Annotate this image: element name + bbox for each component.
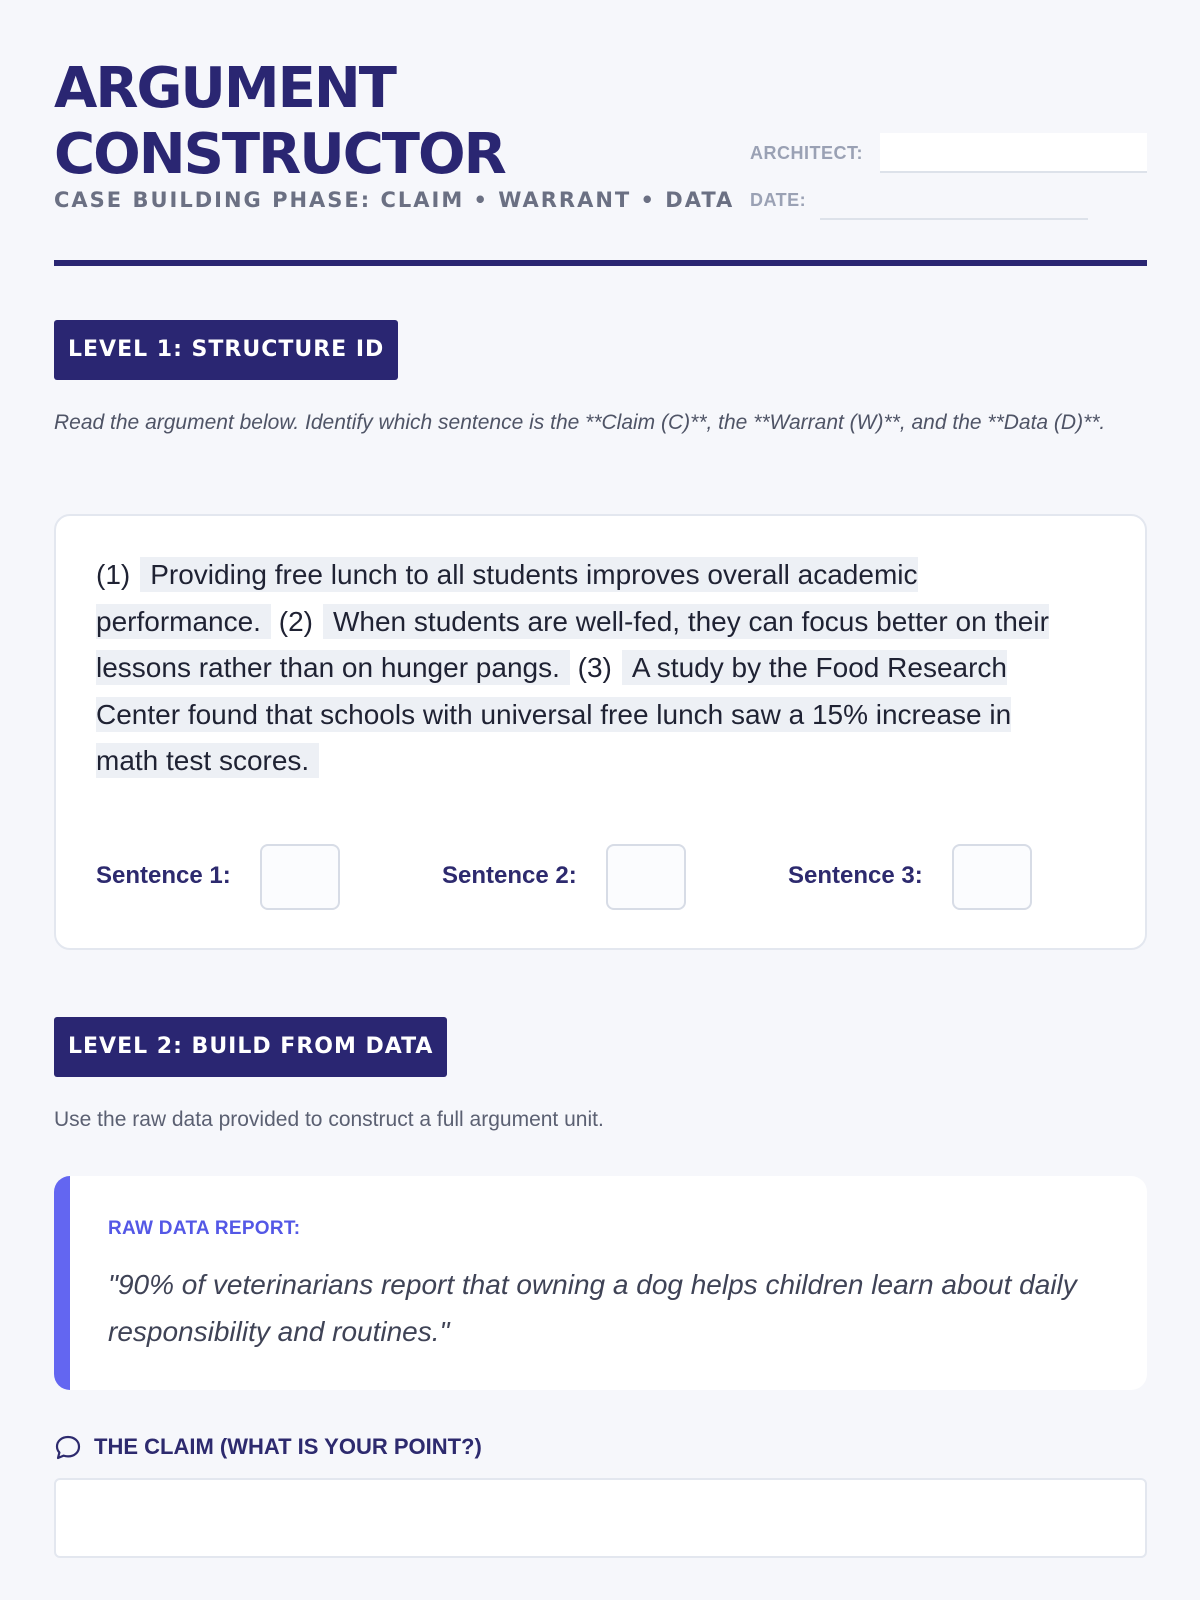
date-label: DATE: [750,190,807,210]
sentence-1-input[interactable] [260,844,340,910]
sentence-number: (1) [96,552,140,599]
claim-heading [54,1432,754,1462]
date-field[interactable] [820,186,1088,220]
sentence-1-label: Sentence 1: [96,862,231,889]
page-subtitle: CASE BUILDING PHASE: CLAIM • WARRANT • DATA [54,188,735,212]
sentence-text: A study by the Food Research Center found that schools with universal free lunch saw a 15% increase in math test scores. [96,652,1012,776]
sentence-number: (3) [578,645,622,692]
raw-data-label: RAW DATA REPORT: [108,1218,301,1239]
title-line-1: ARGUMENT [54,56,395,121]
sentence-text: When students are well-fed, they can focus better on their lessons rather than on hunger pangs. [96,605,1049,683]
raw-data-quote: "90% of veterinarians report that owning a dog helps children learn about daily responsibility and routines." [108,1269,1077,1347]
argument-passage [96,552,1076,785]
level-1-instructions: Read the argument below. Identify which sentence is the **Claim (C)**, the **Warrant (W)**, and the **Data (D)**. [54,411,1106,434]
header-divider [54,260,1147,266]
architect-label: ARCHITECT: [750,143,863,163]
claim-input[interactable] [54,1478,1147,1558]
sentence-number: (2) [279,599,323,646]
claim-label: THE CLAIM (WHAT IS YOUR POINT?) [94,1434,482,1459]
argument-card [54,514,1147,950]
page-title [54,56,505,188]
sentence-3-input[interactable] [952,844,1032,910]
level-2-instructions: Use the raw data provided to construct a full argument unit. [54,1108,604,1131]
level-1-badge: LEVEL 1: STRUCTURE ID [54,320,398,380]
sentence-2-label: Sentence 2: [442,862,577,889]
speech-bubble-icon [54,1433,82,1461]
title-line-2: CONSTRUCTOR [54,122,505,187]
raw-data-accent-bar [54,1176,70,1390]
architect-field[interactable] [880,133,1147,173]
raw-data-card [54,1176,1147,1390]
sentence-label-row [96,844,1106,912]
level-2-badge: LEVEL 2: BUILD FROM DATA [54,1017,447,1077]
sentence-3-label: Sentence 3: [788,862,923,889]
sentence-2-input[interactable] [606,844,686,910]
sentence-text: Providing free lunch to all students improves overall academic performance. [96,559,918,637]
